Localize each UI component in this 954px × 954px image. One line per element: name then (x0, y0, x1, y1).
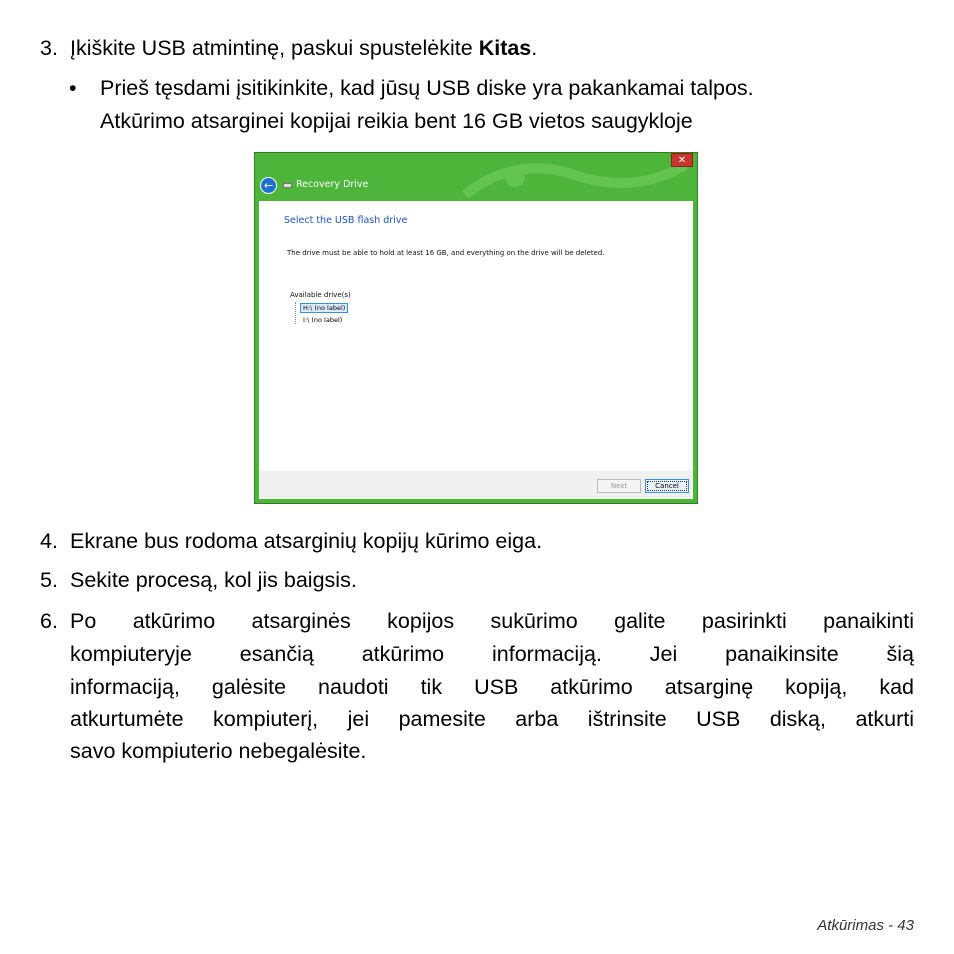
background-swoosh-icon (455, 155, 695, 199)
drive-item-h[interactable]: H:\ (no label) (300, 303, 348, 313)
step-3-text-before: Įkiškite USB atmintinę, paskui spustelėkite (70, 36, 479, 60)
bullet-mark: • (69, 76, 77, 100)
step-6-line-2: kompiuteryje esančią atkūrimo informaciją. Jei panaikinsite šią (70, 642, 914, 666)
step-6-number: 6. (40, 609, 58, 633)
available-drives-label: Available drive(s) (290, 291, 351, 299)
step-4-text: Ekrane bus rodoma atsarginių kopijų kūrimo eiga. (70, 529, 543, 553)
step-6-line-4: atkurtumėte kompiuterį, jei pamesite arba ištrinsite USB diską, atkurti (70, 707, 914, 731)
step-6-line-1: Po atkūrimo atsarginės kopijos sukūrimo galite pasirinkti panaikinti (70, 609, 914, 633)
recovery-drive-dialog (254, 152, 698, 504)
drive-icon (283, 183, 292, 188)
close-button[interactable]: ✕ (671, 153, 693, 167)
step-3-number: 3. (40, 36, 58, 60)
next-button[interactable]: Next (597, 479, 641, 493)
tree-line (295, 302, 296, 324)
step-5-text: Sekite procesą, kol jis baigsis. (70, 568, 357, 592)
dialog-content (259, 201, 693, 471)
bullet-line-2: Atkūrimo atsarginei kopijai reikia bent 16 GB vietos saugykloje (100, 109, 693, 133)
dialog-heading: Select the USB flash drive (284, 215, 408, 226)
step-3-text (70, 32, 537, 64)
dialog-title: Recovery Drive (296, 179, 369, 190)
step-6-line-5: savo kompiuterio nebegalėsite. (70, 739, 367, 763)
step-6-line-3: informaciją, galėsite naudoti tik USB atkūrimo atsarginę kopiją, kad (70, 675, 914, 699)
dialog-footer (259, 471, 693, 499)
drive-item-i[interactable]: I:\ (no label) (303, 316, 343, 324)
step-5-number: 5. (40, 568, 58, 592)
cancel-button[interactable]: Cancel (645, 479, 689, 493)
back-arrow-icon[interactable]: ← (260, 177, 277, 194)
bullet-line-1: Prieš tęsdami įsitikinkite, kad jūsų USB diske yra pakankamai talpos. (100, 76, 754, 100)
step-3-text-after: . (531, 36, 538, 60)
step-3-bold: Kitas (478, 36, 532, 60)
page-footer: Atkūrimas - 43 (817, 917, 914, 934)
step-4-number: 4. (40, 529, 58, 553)
dialog-description: The drive must be able to hold at least 16 GB, and everything on the drive will be deleted. (287, 249, 605, 257)
